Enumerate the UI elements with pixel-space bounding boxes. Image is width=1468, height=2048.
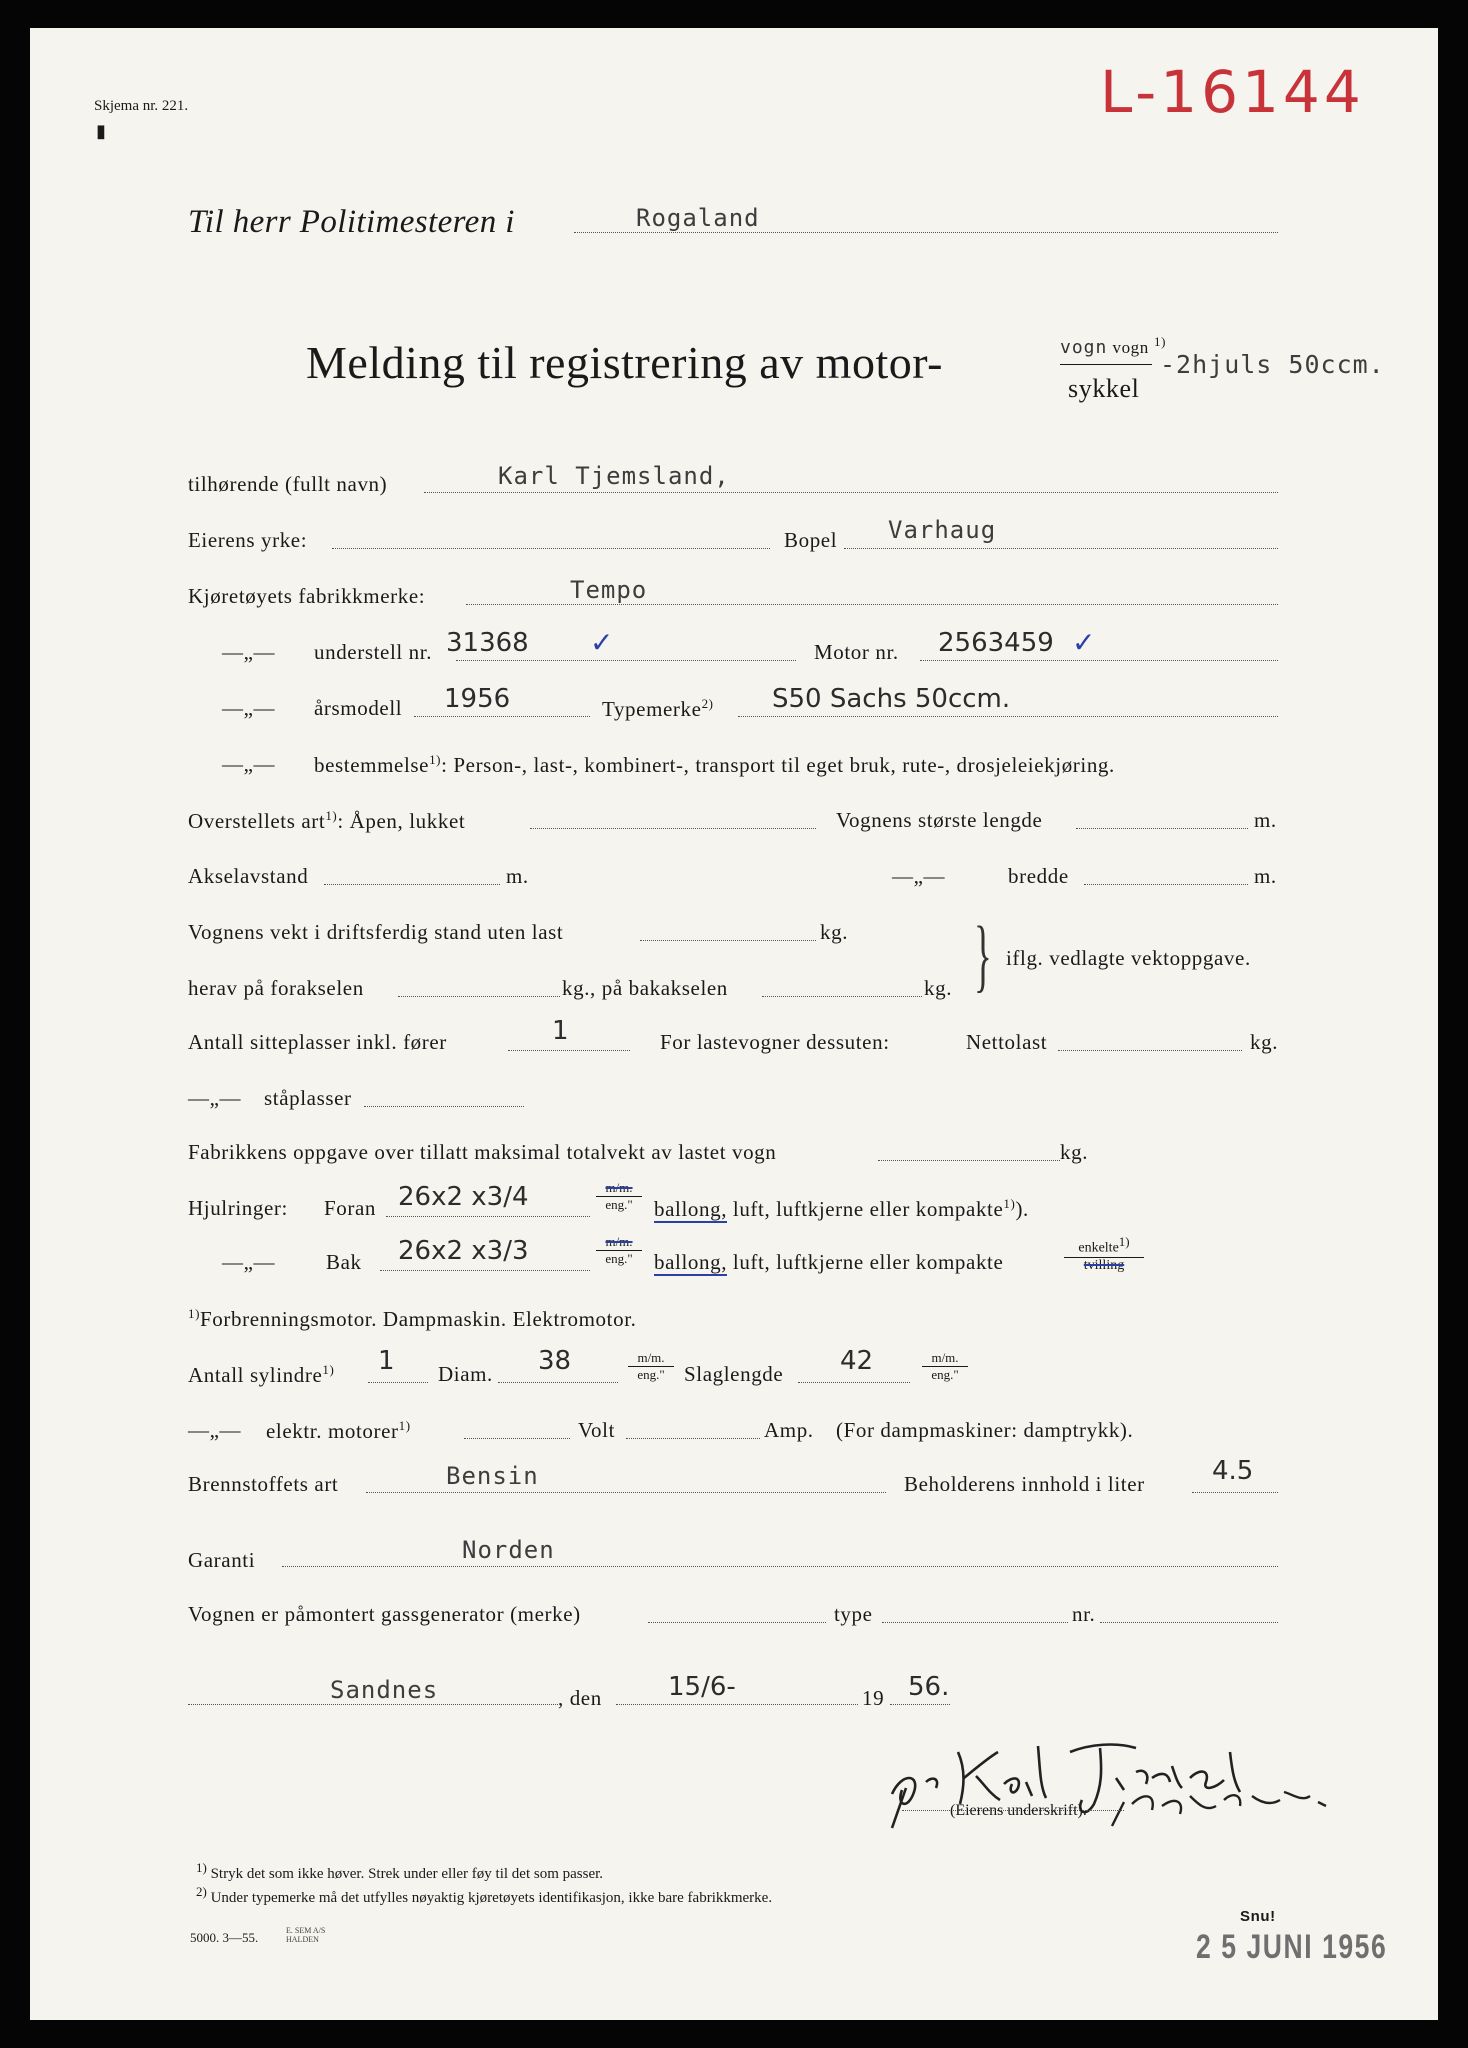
title-vogn: vogn: [1112, 338, 1149, 357]
engine-types-row: [188, 1306, 636, 1332]
ditto-1: —„—: [222, 640, 276, 664]
netload-unit: kg.: [1250, 1030, 1279, 1054]
chassis-line: [456, 660, 796, 661]
stroke-label: Slaglengde: [684, 1362, 784, 1386]
weight-label: Vognens vekt i driftsferdig stand uten last: [188, 920, 564, 944]
front-tire-text: luft, luftkjerne eller kompakte: [727, 1197, 1004, 1221]
rear-label: Bak: [326, 1250, 362, 1274]
title-note: 1): [1153, 334, 1167, 349]
ditto-5: —„—: [188, 1086, 242, 1110]
cyl-note: 1): [322, 1362, 335, 1377]
standing-line: [364, 1106, 524, 1107]
print-code: 5000. 3—55.: [190, 1930, 259, 1945]
front-tire-end: ).: [1015, 1197, 1029, 1221]
fuel-value: Bensin: [446, 1462, 539, 1490]
diam-label: Diam.: [438, 1362, 493, 1386]
rear-axle-line: [762, 996, 922, 997]
maxweight-label: Fabrikkens oppgave over tillatt maksimal totalvekt av lastet vogn: [188, 1140, 777, 1164]
year-value: 1956: [444, 684, 511, 714]
snu-label: Snu!: [1240, 1908, 1276, 1925]
body-options: : Åpen, lukket: [337, 809, 466, 833]
type-label: [602, 696, 714, 722]
engine-check-icon: ✓: [1072, 626, 1096, 659]
footnote-2-mark: 2): [196, 1884, 207, 1899]
mark-glyph: ▮: [96, 121, 106, 141]
chassis-value: 31368: [446, 628, 529, 658]
gas-label: Vognen er påmontert gassgenerator (merke): [188, 1602, 581, 1626]
elec-line: [464, 1438, 570, 1439]
gas-line: [648, 1622, 826, 1623]
ditto-6: —„—: [222, 1250, 276, 1274]
rear-tire-text: luft, luftkjerne eller kompakte: [727, 1250, 1004, 1274]
footnote-1: [196, 1860, 603, 1883]
wheels-label: Hjulringer:: [188, 1196, 288, 1220]
engine-line: [920, 660, 1278, 661]
form-title: Melding til registrering av motor-: [306, 337, 943, 388]
length-unit: m.: [1254, 808, 1277, 832]
diam-eng: eng.": [637, 1367, 665, 1382]
rear-axle-unit: kg.: [924, 976, 953, 1000]
fuel-line: [366, 1492, 886, 1493]
cyl-label: Antall sylindre: [188, 1363, 323, 1387]
make-value: Tempo: [570, 576, 648, 604]
length-label: Vognens største lengde: [836, 808, 1043, 832]
amp-label: Amp.: [764, 1418, 814, 1442]
cyl-row: [188, 1362, 334, 1388]
type-line: [738, 716, 1278, 717]
body-label: Overstellets art: [188, 809, 326, 833]
ditto-2: —„—: [222, 696, 276, 720]
tank-line: [1192, 1492, 1278, 1493]
chassis-check-icon: ✓: [590, 626, 614, 659]
front-label: Foran: [324, 1196, 376, 1220]
wheelbase-unit: m.: [506, 864, 529, 888]
occupation-line: [332, 548, 770, 549]
type-value: S50 Sachs 50ccm.: [772, 684, 1011, 714]
twin-label: tvilling: [1083, 1257, 1125, 1273]
stroke-eng: eng.": [931, 1367, 959, 1382]
rear-line: [380, 1270, 590, 1271]
wheelbase-label: Akselavstand: [188, 864, 309, 888]
front-tire-word: ballong,: [654, 1197, 728, 1221]
elec-note: 1): [398, 1418, 411, 1433]
single-label: enkelte: [1078, 1240, 1119, 1256]
warranty-line: [282, 1566, 1278, 1567]
ditto-7: —„—: [188, 1418, 242, 1442]
front-line: [386, 1216, 590, 1217]
engine-types-note: 1): [188, 1306, 201, 1321]
title-fraction-line: [1060, 364, 1152, 365]
year-prefix: 19: [862, 1686, 885, 1710]
footnote-2: [196, 1884, 772, 1907]
volt-line: [626, 1438, 760, 1439]
single-twin-fraction: [1064, 1234, 1144, 1274]
front-axle-label: herav på forakselen: [188, 976, 364, 1000]
wheelbase-line: [324, 884, 500, 885]
purpose-note: 1): [429, 752, 442, 767]
archive-number: L-16144: [1100, 58, 1365, 126]
width-unit: m.: [1254, 864, 1277, 888]
volt-label: Volt: [578, 1418, 616, 1442]
stroke-line: [798, 1382, 910, 1383]
front-value: 26x2 x3/4: [398, 1182, 529, 1212]
diam-mm: m/m.: [628, 1350, 674, 1367]
residence-line: [844, 548, 1278, 549]
maxweight-unit: kg.: [1060, 1140, 1089, 1164]
standing-label: ståplasser: [264, 1086, 352, 1110]
engine-label: Motor nr.: [814, 640, 899, 664]
fuel-label: Brennstoffets art: [188, 1472, 339, 1496]
date-year-line: [890, 1704, 950, 1705]
rear-unit-fraction: [596, 1234, 642, 1267]
residence-label: Bopel: [784, 528, 838, 552]
occupation-label: Eierens yrke:: [188, 528, 308, 552]
year-label: årsmodell: [314, 696, 403, 720]
rear-tire-word: ballong,: [654, 1250, 728, 1274]
front-mm: m/m.: [596, 1180, 642, 1197]
tank-value: 4.5: [1212, 1456, 1254, 1486]
cyl-value: 1: [378, 1346, 395, 1376]
schema-number: Skjema nr. 221.: [94, 98, 189, 114]
netload-line: [1058, 1050, 1242, 1051]
warranty-label: Garanti: [188, 1548, 256, 1572]
title-sykkel: sykkel: [1068, 374, 1140, 403]
diam-unit-fraction: [628, 1350, 674, 1383]
width-label: bredde: [1008, 864, 1069, 888]
title-fraction-top: [1060, 334, 1166, 358]
stroke-value: 42: [840, 1346, 874, 1376]
maxweight-line: [878, 1160, 1060, 1161]
place-line: [188, 1704, 558, 1705]
gas-nr-label: nr.: [1072, 1602, 1096, 1626]
seats-value: 1: [552, 1016, 569, 1046]
ditto-3: —„—: [222, 752, 276, 776]
warranty-value: Norden: [462, 1536, 555, 1564]
make-label: Kjøretøyets fabrikkmerke:: [188, 584, 426, 608]
place-value: Sandnes: [330, 1676, 439, 1704]
date-line: [616, 1704, 858, 1705]
single-note: 1): [1118, 1234, 1130, 1249]
netload-label: Nettolast: [966, 1030, 1048, 1054]
elec-row: [266, 1418, 411, 1444]
rear-axle-label: kg., på bakakselen: [562, 976, 728, 1000]
gas-type-label: type: [834, 1602, 873, 1626]
year-suffix: 56.: [908, 1672, 950, 1702]
brace-text: iflg. vedlagte vektoppgave.: [1006, 946, 1251, 970]
ditto-4: —„—: [892, 864, 946, 888]
elec-label: elektr. motorer: [266, 1419, 399, 1443]
cargo-label: For lastevogner dessuten:: [660, 1030, 890, 1054]
body-line: [530, 828, 816, 829]
engine-value: 2563459: [938, 628, 1054, 658]
purpose-line: [314, 752, 1115, 778]
gas-nr-line: [1100, 1622, 1278, 1623]
date-value: 15/6-: [668, 1672, 736, 1702]
seats-line: [508, 1050, 630, 1051]
brace-glyph: }: [974, 909, 992, 1000]
rear-value: 26x2 x3/3: [398, 1236, 529, 1266]
addressee-line: [574, 232, 1278, 233]
front-eng: eng.": [605, 1197, 633, 1212]
single-row: [1064, 1234, 1144, 1258]
weight-line: [640, 940, 816, 941]
rear-eng: eng.": [605, 1251, 633, 1266]
length-line: [1076, 828, 1248, 829]
front-tire-note: 1): [1003, 1196, 1016, 1211]
purpose-label: bestemmelse: [314, 753, 430, 777]
width-line: [1084, 884, 1248, 885]
stroke-mm: m/m.: [922, 1350, 968, 1367]
addressee-label: Til herr Politimesteren i: [188, 204, 515, 240]
type-note: 2): [701, 696, 714, 711]
rear-mm: m/m.: [596, 1234, 642, 1251]
front-axle-line: [398, 996, 560, 997]
signature-caption: (Eierens underskrift).: [950, 1802, 1087, 1819]
addressee-value: Rogaland: [636, 204, 760, 232]
rear-tire-row: [654, 1250, 1003, 1275]
printer-mark: E. SEM A/S HALDEN: [286, 1926, 326, 1944]
footnote-1-text: Stryk det som ikke høver. Strek under eller føy til det som passer.: [210, 1866, 604, 1882]
diam-line: [498, 1382, 618, 1383]
gas-type-line: [882, 1622, 1068, 1623]
owner-signature: [880, 1722, 1340, 1832]
steam-label: (For dampmaskiner: damptrykk).: [836, 1418, 1134, 1442]
date-label: , den: [558, 1686, 602, 1710]
owner-label: tilhørende (fullt navn): [188, 472, 388, 496]
front-unit-fraction: [596, 1180, 642, 1213]
make-line: [466, 604, 1278, 605]
body-row: [188, 808, 465, 834]
title-typed-suffix: -2hjuls 50ccm.: [1160, 350, 1385, 379]
footnote-2-text: Under typemerke må det utfylles nøyaktig kjøretøyets identifikasjon, ikke bare fabrikkmerke.: [210, 1890, 773, 1906]
cyl-line: [368, 1382, 428, 1383]
tank-label: Beholderens innhold i liter: [904, 1472, 1145, 1496]
owner-line: [424, 492, 1278, 493]
stroke-unit-fraction: [922, 1350, 968, 1383]
engine-types-text: Forbrenningsmotor. Dampmaskin. Elektromotor.: [200, 1307, 637, 1331]
struck-word: vogn: [1060, 337, 1108, 358]
purpose-options: : Person-, last-, kombinert-, transport til eget bruk, rute-, drosjeleiekjøring.: [441, 753, 1115, 777]
body-note: 1): [325, 808, 338, 823]
diam-value: 38: [538, 1346, 572, 1376]
owner-value: Karl Tjemsland,: [498, 462, 730, 490]
type-label-text: Typemerke: [602, 697, 702, 721]
front-tire-row: [654, 1196, 1029, 1222]
year-line: [414, 716, 590, 717]
seats-label: Antall sitteplasser inkl. fører: [188, 1030, 447, 1054]
footnote-1-mark: 1): [196, 1860, 207, 1875]
received-stamp: 2 5 JUNI 1956: [1196, 1928, 1388, 1966]
residence-value: Varhaug: [888, 516, 997, 544]
weight-unit: kg.: [820, 920, 849, 944]
chassis-label: understell nr.: [314, 640, 433, 664]
